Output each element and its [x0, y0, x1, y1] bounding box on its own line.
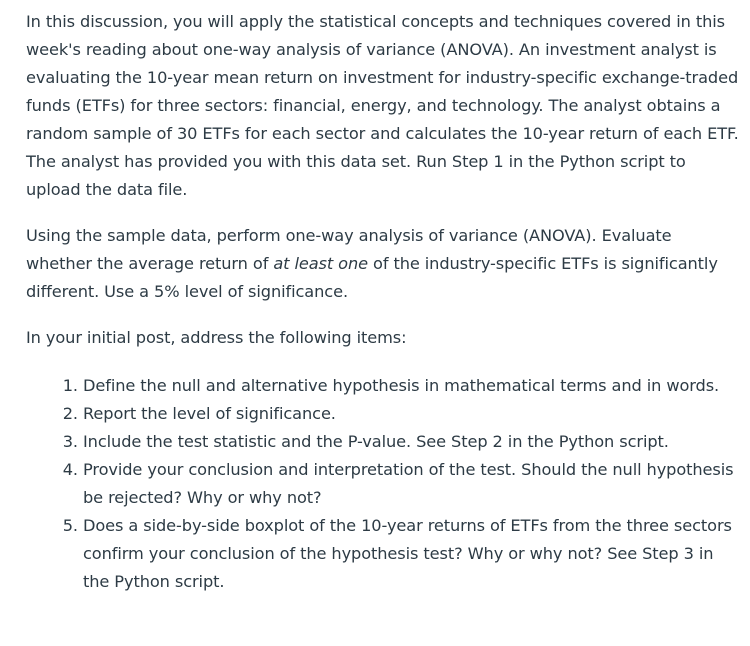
- intro-paragraph: In this discussion, you will apply the statistical concepts and techniques covered in this week's reading about one-way analysis of variance (ANOVA). An investment analyst is evaluating the 10-year mean return on investment for industry-specific exchange-traded funds (ETFs) for three sectors: financial, energy, and technology. The analyst obtains a random sample of 30 ETFs for each sector and calculates the 10-year return of each ETF. The analyst has provided you with this data set. Run Step 1 in the Python script to upload the data file.: [26, 12, 739, 199]
- instructions-heading: In your initial post, address the following items:: [26, 328, 407, 347]
- list-item: 2. Report the level of significance.: [83, 400, 740, 428]
- list-item: 4. Provide your conclusion and interpretation of the test. Should the null hypothesis be rejected? Why or why not?: [83, 456, 740, 512]
- instruction-list: [26, 372, 740, 596]
- task-emphasis: at least one: [273, 254, 368, 273]
- task-text-after: of the industry-specific ETFs is significantly different. Use a 5% level of significance.: [26, 254, 718, 301]
- list-item: 1. Define the null and alternative hypothesis in mathematical terms and in words.: [83, 372, 740, 400]
- task-paragraph: [26, 222, 740, 306]
- list-item: 3. Include the test statistic and the P-value. See Step 2 in the Python script.: [83, 428, 740, 456]
- task-text-before: Using the sample data, perform one-way analysis of variance (ANOVA). Evaluate whether the average return of: [26, 226, 672, 273]
- list-item: 5. Does a side-by-side boxplot of the 10-year returns of ETFs from the three sectors confirm your conclusion of the hypothesis test? Why or why not? See Step 3 in the Python script.: [83, 512, 740, 596]
